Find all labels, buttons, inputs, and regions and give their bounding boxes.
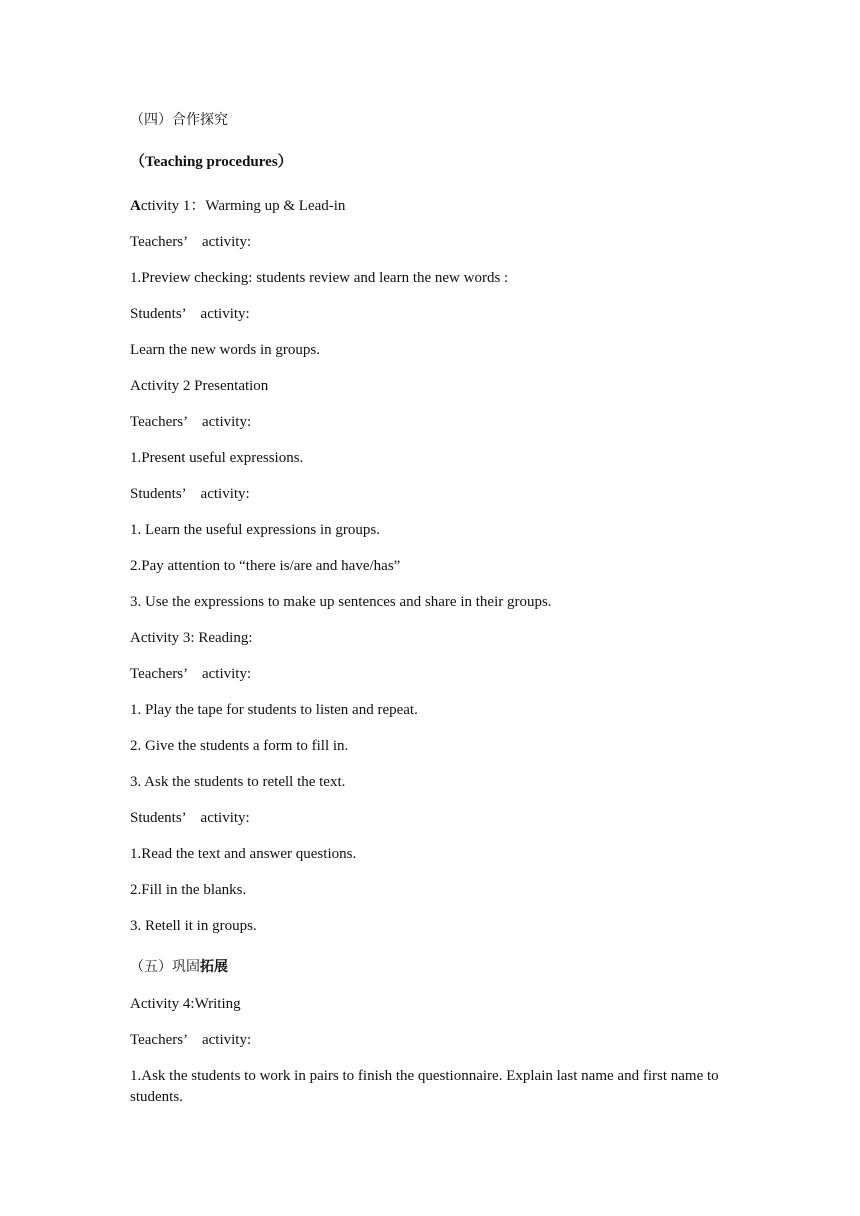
activity2-student-item-3: 3. Use the expressions to make up sentences and share in their groups. [130,594,552,610]
activity3-students-label: Students’ activity: [130,810,250,826]
activity4-title: Activity 4:Writing [130,996,241,1012]
section-heading-consolidation-part1: （五）巩固 [130,959,200,975]
activity3-teacher-item-3: 3. Ask the students to retell the text. [130,774,346,790]
activity3-teacher-item-1: 1. Play the tape for students to listen and repeat. [130,702,418,718]
activity2-teacher-item-1: 1.Present useful expressions. [130,450,304,466]
activity1-students-label: Students’ activity: [130,306,250,322]
section-heading-consolidation-part2: 拓展 [200,959,228,975]
activity3-student-item-3: 3. Retell it in groups. [130,918,257,934]
activity2-students-label: Students’ activity: [130,486,250,502]
activity1-teacher-item-1: 1.Preview checking: students review and learn the new words : [130,270,509,286]
activity3-teachers-label: Teachers’ activity: [130,666,252,682]
activity3-teacher-item-2: 2. Give the students a form to fill in. [130,738,349,754]
activity2-student-item-2: 2.Pay attention to “there is/are and have/has” [130,558,401,574]
activity1-title-initial: A [130,198,141,214]
section-heading-consolidation [130,957,740,978]
activity3-title: Activity 3: Reading: [130,630,253,646]
activity2-title: Activity 2 Presentation [130,378,269,394]
activity3-student-item-2: 2.Fill in the blanks. [130,882,247,898]
activity1-title-rest: ctivity 1：Warming up & Lead-in [140,198,346,214]
activity1-student-item-1: Learn the new words in groups. [130,342,320,358]
activity1-teachers-label: Teachers’ activity: [130,234,252,250]
activity2-student-item-1: 1. Learn the useful expressions in groups. [130,522,380,538]
section-heading-cooperative-inquiry: （四）合作探究 [130,112,228,128]
activity1-title [130,196,740,217]
teaching-procedures-title: （Teaching procedures） [130,154,293,170]
activity4-teachers-label: Teachers’ activity: [130,1032,252,1048]
activity4-teacher-item-1: 1.Ask the students to work in pairs to finish the questionnaire. Explain last name and first name to students. [130,1068,723,1105]
activity2-teachers-label: Teachers’ activity: [130,414,252,430]
activity3-student-item-1: 1.Read the text and answer questions. [130,846,357,862]
